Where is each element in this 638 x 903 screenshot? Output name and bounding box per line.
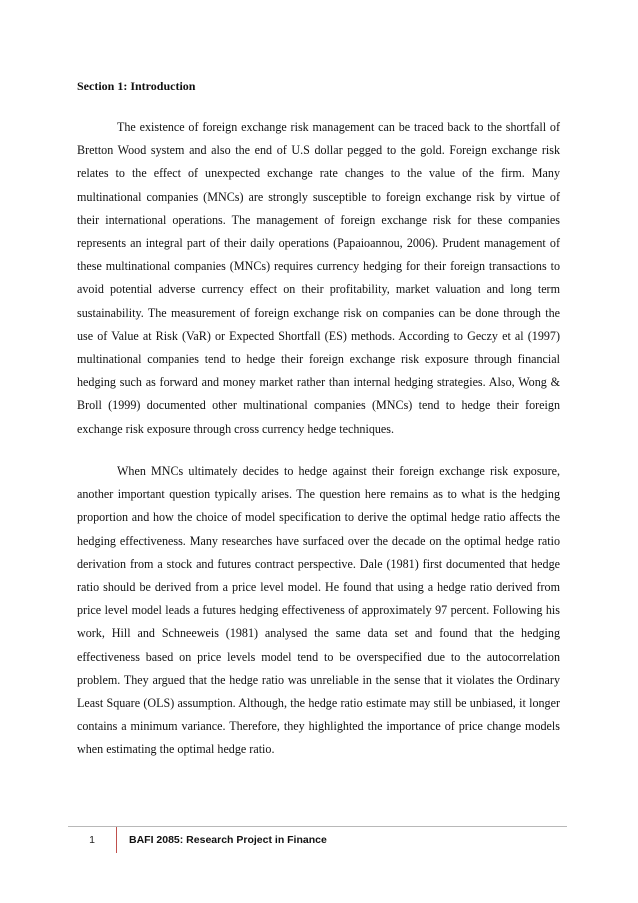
paragraph-introduction-2: When MNCs ultimately decides to hedge against their foreign exchange risk exposure, another important question typically arises. The question here remains as to what is the hedging proportion and how the choice of model specification to derive the optimal hedge ratio affects the hedging effectiveness. Many researches have surfaced over the decade on the optimal hedge ratio derivation from a stock and futures contract perspective. Dale (1981) first documented that hedge ratio should be derived from a price level model. He found that using a hedge ratio derived from price level model leads a futures hedging effectiveness of approximately 97 percent. Following his work, Hill and Schneeweis (1981) analysed the same data set and found that the hedging effectiveness based on price levels model tend to be overspecified due to the autocorrelation problem. They argued that the hedge ratio was unreliable in the sense that it violates the Ordinary Least Square (OLS) assumption. Although, the hedge ratio estimate may still be unbiased, it longer contains a minimum variance. Therefore, they highlighted the importance of price change models when estimating the optimal hedge ratio.	[77, 464, 560, 757]
page-number: 1	[68, 827, 117, 853]
footer-document-title: BAFI 2085: Research Project in Finance	[129, 834, 327, 846]
page-footer	[68, 826, 567, 856]
section-heading: Section 1: Introduction	[77, 79, 196, 93]
paragraph-introduction-1: The existence of foreign exchange risk management can be traced back to the shortfall of Bretton Wood system and also the end of U.S dollar pegged to the gold. Foreign exchange risk relates to the effect of unexpected exchange rate changes to the value of the firm. Many multinational companies (MNCs) are strongly susceptible to foreign exchange risk by virtue of their international operations. The management of foreign exchange risk for these companies represents an integral part of their daily operations (Papaioannou, 2006). Prudent management of these multinational companies (MNCs) requires currency hedging for their foreign transactions to avoid potential adverse currency effect on their profitability, market valuation and long term sustainability. The measurement of foreign exchange risk on companies can be done through the use of Value at Risk (VaR) or Expected Shortfall (ES) methods. According to Geczy et al (1997) multinational companies tend to hedge their foreign exchange risk exposure through financial hedging such as forward and money market rather than internal hedging strategies. Also, Wong & Broll (1999) documented other multinational companies (MNCs) tend to hedge their foreign exchange risk exposure through cross currency hedge techniques.	[77, 120, 560, 436]
